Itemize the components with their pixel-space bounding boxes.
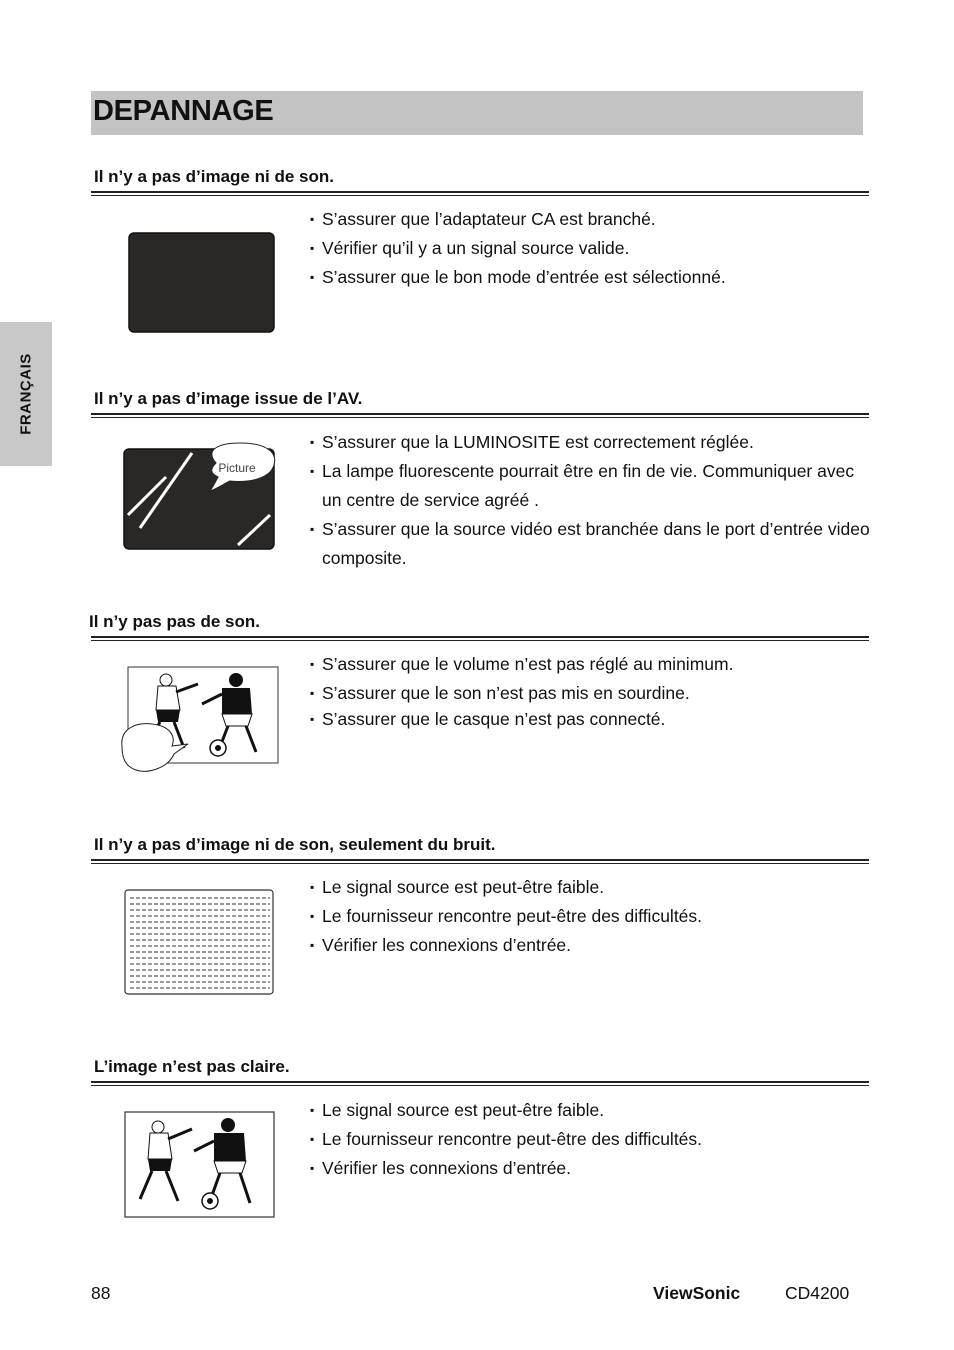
picture-bubble-label: Picture [218, 461, 256, 475]
section-bullets [310, 650, 733, 734]
bullet-item: ▪ Le signal source est peut-être faible. [310, 873, 702, 902]
bullet-item: ▪ Vérifier les connexions d’entrée. [310, 931, 702, 960]
bullet-item: ▪ S’assurer que le son n’est pas mis en sourdine. [310, 679, 733, 708]
bullet-item: ▪ S’assurer que la LUMINOSITE est correctement réglée. [310, 428, 870, 457]
bullet-item: ▪ S’assurer que le casque n’est pas connecté. [310, 705, 733, 734]
bullet-item: ▪ Le fournisseur rencontre peut-être des difficultés. [310, 902, 702, 931]
section-bullets [310, 873, 702, 960]
bullet-item: ▪ S’assurer que le bon mode d’entrée est sélectionné. [310, 263, 726, 292]
page-title: DEPANNAGE [93, 95, 274, 127]
bullet-item: ▪ Vérifier les connexions d’entrée. [310, 1154, 702, 1183]
picture-screen-illustration [122, 441, 278, 558]
bullet-item: ▪ Le fournisseur rencontre peut-être des difficultés. [310, 1125, 702, 1154]
blank-screen-illustration [128, 232, 275, 338]
page-number: 88 [91, 1283, 111, 1303]
section-bullets [310, 428, 870, 573]
section-rule [91, 636, 869, 641]
section-rule [91, 859, 869, 864]
soccer-players-speech-illustration [118, 664, 280, 781]
footer-model: CD4200 [785, 1283, 850, 1303]
bullet-item: ▪ S’assurer que l’adaptateur CA est branché. [310, 205, 726, 234]
footer-brand: ViewSonic [653, 1283, 741, 1303]
section-bullets [310, 205, 726, 292]
section-rule [91, 1081, 869, 1086]
bullet-item: ▪ La lampe fluorescente pourrait être en fin de vie. Communiquer avec un centre de service agréé . [310, 457, 870, 515]
title-bar [91, 91, 863, 135]
section-heading-picture-not-clear: L’image n’est pas claire. [94, 1057, 290, 1076]
section-heading-no-av-picture: Il n’y a pas d’image issue de l’AV. [94, 389, 363, 408]
bullet-item: ▪ Le signal source est peut-être faible. [310, 1096, 702, 1125]
section-heading-no-sound: Il n’y pas pas de son. [89, 612, 260, 631]
bullet-item: ▪ Vérifier qu’il y a un signal source valide. [310, 234, 726, 263]
bullet-item: ▪ S’assurer que le volume n’est pas réglé au minimum. [310, 650, 733, 679]
soccer-players-blurry-illustration [124, 1111, 275, 1223]
section-bullets [310, 1096, 702, 1183]
section-rule [91, 191, 869, 196]
language-label: FRANÇAIS [17, 353, 35, 435]
language-side-tab [0, 322, 52, 466]
static-noise-screen-illustration [124, 889, 274, 1000]
section-heading-noise-only: Il n’y a pas d’image ni de son, seulement du bruit. [94, 835, 496, 854]
section-rule [91, 413, 869, 418]
section-heading-no-picture-no-sound: Il n’y a pas d’image ni de son. [94, 167, 334, 186]
bullet-item: ▪ S’assurer que la source vidéo est branchée dans le port d’entrée video composite. [310, 515, 870, 573]
